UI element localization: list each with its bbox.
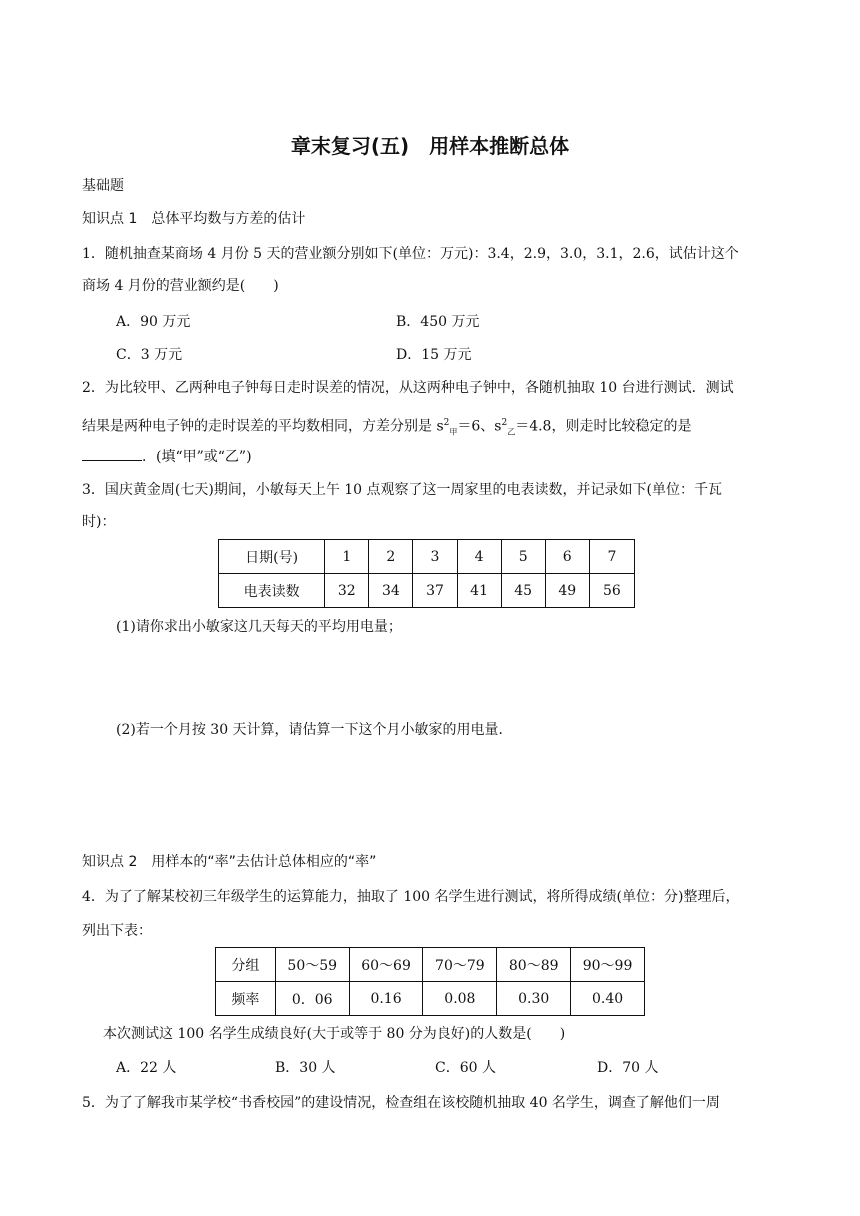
- table-cell: 32: [325, 574, 369, 608]
- table-cell: 70～79: [423, 948, 497, 982]
- q3-line2: 时)：: [82, 514, 116, 530]
- table-header-cell: 电表读数: [219, 574, 325, 608]
- table-cell: 90～99: [571, 948, 645, 982]
- section-heading: 基础题: [82, 178, 124, 194]
- table-cell: 0.16: [349, 982, 423, 1016]
- q2-sub2: 乙: [507, 427, 516, 437]
- q2-sup1: 2: [443, 418, 450, 428]
- table-header-cell: 分组: [216, 948, 276, 982]
- q4-line2: 列出下表：: [82, 923, 152, 939]
- q3-line1: 3．国庆黄金周(七天)期间，小敏每天上午 10 点观察了这一周家里的电表读数，并记录如下(单位：千瓦: [82, 482, 723, 498]
- table-cell: 0.30: [497, 982, 571, 1016]
- knowledge-point-2: 知识点 2 用样本的“率”去估计总体相应的“率”: [82, 854, 377, 870]
- q2-line2: [82, 413, 691, 442]
- table-row: [216, 948, 645, 982]
- q2-line1: 2．为比较甲、乙两种电子钟每日走时误差的情况，从这两种电子钟中，各随机抽取 10 台进行测试．测试: [82, 380, 734, 396]
- q4-option-b: B．30 人: [275, 1060, 336, 1076]
- table-cell: 45: [501, 574, 545, 608]
- table-cell: 6: [545, 540, 589, 574]
- q3-sub2: (2)若一个月按 30 天计算，请估算一下这个月小敏家的用电量．: [116, 722, 513, 738]
- table-cell: 2: [369, 540, 413, 574]
- q3-sub1: (1)请你求出小敏家这几天每天的平均用电量；: [116, 619, 402, 635]
- knowledge-point-1: 知识点 1 总体平均数与方差的估计: [82, 211, 306, 227]
- q4-option-d: D．70 人: [597, 1060, 659, 1076]
- page-title: 章末复习(五) 用样本推断总体: [290, 134, 570, 158]
- q2-sub1: 甲: [449, 427, 458, 437]
- q2-line3: [82, 446, 252, 467]
- table-cell: 41: [457, 574, 501, 608]
- q4-line1: 4．为了了解某校初三年级学生的运算能力，抽取了 100 名学生进行测试，将所得成绩(单位：分)整理后，: [82, 889, 740, 905]
- table-header-cell: 日期(号): [219, 540, 325, 574]
- table-cell: 50～59: [275, 948, 349, 982]
- q2-text-a: 结果是两种电子钟的走时误差的平均数相同，方差分别是 s: [82, 418, 444, 435]
- q2-line3-text: ．(填“甲”或“乙”): [142, 449, 252, 465]
- table-row: [219, 574, 635, 608]
- table-cell: 49: [545, 574, 589, 608]
- q1-line2: 商场 4 月份的营业额约是( ): [82, 278, 279, 294]
- q5-line1: 5．为了了解我市某学校“书香校园”的建设情况，检查组在该校随机抽取 40 名学生，调查了解他们一周: [82, 1095, 720, 1111]
- table-cell: 60～69: [349, 948, 423, 982]
- table-cell: 0．06: [275, 982, 349, 1016]
- table-cell: 5: [501, 540, 545, 574]
- q2-text-c: ＝4.8，则走时比较稳定的是: [515, 418, 692, 435]
- table-cell: 80～89: [497, 948, 571, 982]
- score-frequency-table: [215, 947, 645, 1016]
- q2-sup2: 2: [501, 418, 508, 428]
- table-cell: 56: [589, 574, 634, 608]
- q4-option-a: A．22 人: [116, 1060, 177, 1076]
- table-cell: 3: [413, 540, 457, 574]
- q1-option-d: D．15 万元: [396, 347, 472, 363]
- table-row: [216, 982, 645, 1016]
- table-row: [219, 540, 635, 574]
- q1-line1: 1．随机抽查某商场 4 月份 5 天的营业额分别如下(单位：万元)：3.4，2.9，3.0，3.1，2.6，试估计这个: [82, 246, 739, 262]
- answer-blank[interactable]: [82, 446, 142, 461]
- q4-question: 本次测试这 100 名学生成绩良好(大于或等于 80 分为良好)的人数是( ): [103, 1026, 566, 1042]
- table-header-cell: 频率: [216, 982, 276, 1016]
- table-cell: 37: [413, 574, 457, 608]
- table-cell: 4: [457, 540, 501, 574]
- meter-reading-table: [218, 539, 635, 608]
- table-cell: 0.40: [571, 982, 645, 1016]
- table-cell: 1: [325, 540, 369, 574]
- q1-option-c: C．3 万元: [116, 347, 183, 363]
- q1-option-b: B．450 万元: [396, 314, 480, 330]
- q1-option-a: A．90 万元: [116, 314, 191, 330]
- q4-option-c: C．60 人: [435, 1060, 496, 1076]
- table-cell: 7: [589, 540, 634, 574]
- table-cell: 34: [369, 574, 413, 608]
- table-cell: 0.08: [423, 982, 497, 1016]
- q2-text-b: ＝6、s: [457, 418, 502, 435]
